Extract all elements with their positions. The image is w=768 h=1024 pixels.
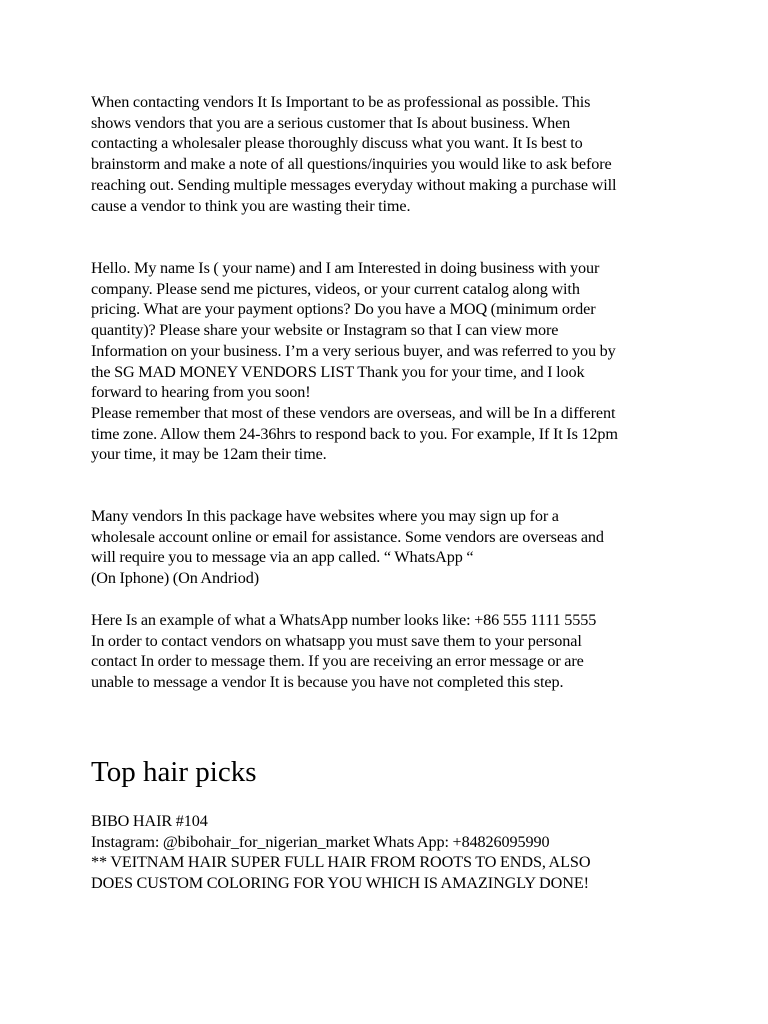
text-line: the SG MAD MONEY VENDORS LIST Thank you for your time, and I look: [91, 362, 585, 381]
vendor-contact: Instagram: @bibohair_for_nigerian_market Whats App: +84826095990: [91, 832, 550, 851]
text-line: (On Iphone) (On Andriod): [91, 569, 259, 588]
vendor-description: ** VEITNAM HAIR SUPER FULL HAIR FROM ROOTS TO ENDS, ALSO: [91, 853, 591, 872]
text-line: cause a vendor to think you are wasting their time.: [91, 196, 411, 215]
text-line: wholesale account online or email for assistance. Some vendors are overseas and: [91, 527, 604, 546]
text-line: pricing. What are your payment options? Do you have a MOQ (minimum order: [91, 300, 596, 319]
text-line: unable to message a vendor It is because you have not completed this step.: [91, 673, 564, 692]
text-line: Information on your business. I’m a very serious buyer, and was referred to you by: [91, 341, 616, 360]
text-line: reaching out. Sending multiple messages everyday without making a purchase will: [91, 175, 617, 194]
text-line: brainstorm and make a note of all questions/inquiries you would like to ask before: [91, 155, 612, 174]
text-line: Many vendors In this package have websites where you may sign up for a: [91, 507, 559, 525]
text-line: forward to hearing from you soon!: [91, 383, 311, 402]
whatsapp-note-paragraph: [91, 610, 691, 693]
text-line: contacting a wholesaler please thoroughly discuss what you want. It Is best to: [91, 134, 583, 153]
text-line: shows vendors that you are a serious customer that Is about business. When: [91, 113, 571, 132]
text-line: quantity)? Please share your website or Instagram so that I can view more: [91, 321, 559, 340]
text-line: time zone. Allow them 24-36hrs to respond back to you. For example, If It Is 12pm: [91, 424, 618, 443]
text-line: Here Is an example of what a WhatsApp number looks like: +86 555 1111 5555: [91, 611, 597, 629]
text-line: In order to contact vendors on whatsapp you must save them to your personal: [91, 631, 582, 650]
text-line: contact In order to message them. If you are receiving an error message or are: [91, 652, 584, 671]
text-line: will require you to message via an app called. “ WhatsApp “: [91, 548, 474, 567]
vendor-entry: [91, 811, 691, 894]
vendor-name: BIBO HAIR #104: [91, 812, 208, 830]
vendor-description: DOES CUSTOM COLORING FOR YOU WHICH IS AMAZINGLY DONE!: [91, 874, 589, 893]
text-line: Please remember that most of these vendors are overseas, and will be In a different: [91, 403, 616, 422]
template-message-paragraph: [91, 258, 691, 465]
text-line: Hello. My name Is ( your name) and I am Interested in doing business with your: [91, 259, 600, 277]
text-line: When contacting vendors It Is Important to be as professional as possible. This: [91, 93, 591, 111]
text-line: your time, it may be 12am their time.: [91, 445, 327, 464]
vendors-note-paragraph: [91, 506, 691, 589]
text-line: company. Please send me pictures, videos, or your current catalog along with: [91, 279, 580, 298]
intro-paragraph: [91, 92, 691, 216]
section-heading: Top hair picks: [91, 756, 257, 788]
